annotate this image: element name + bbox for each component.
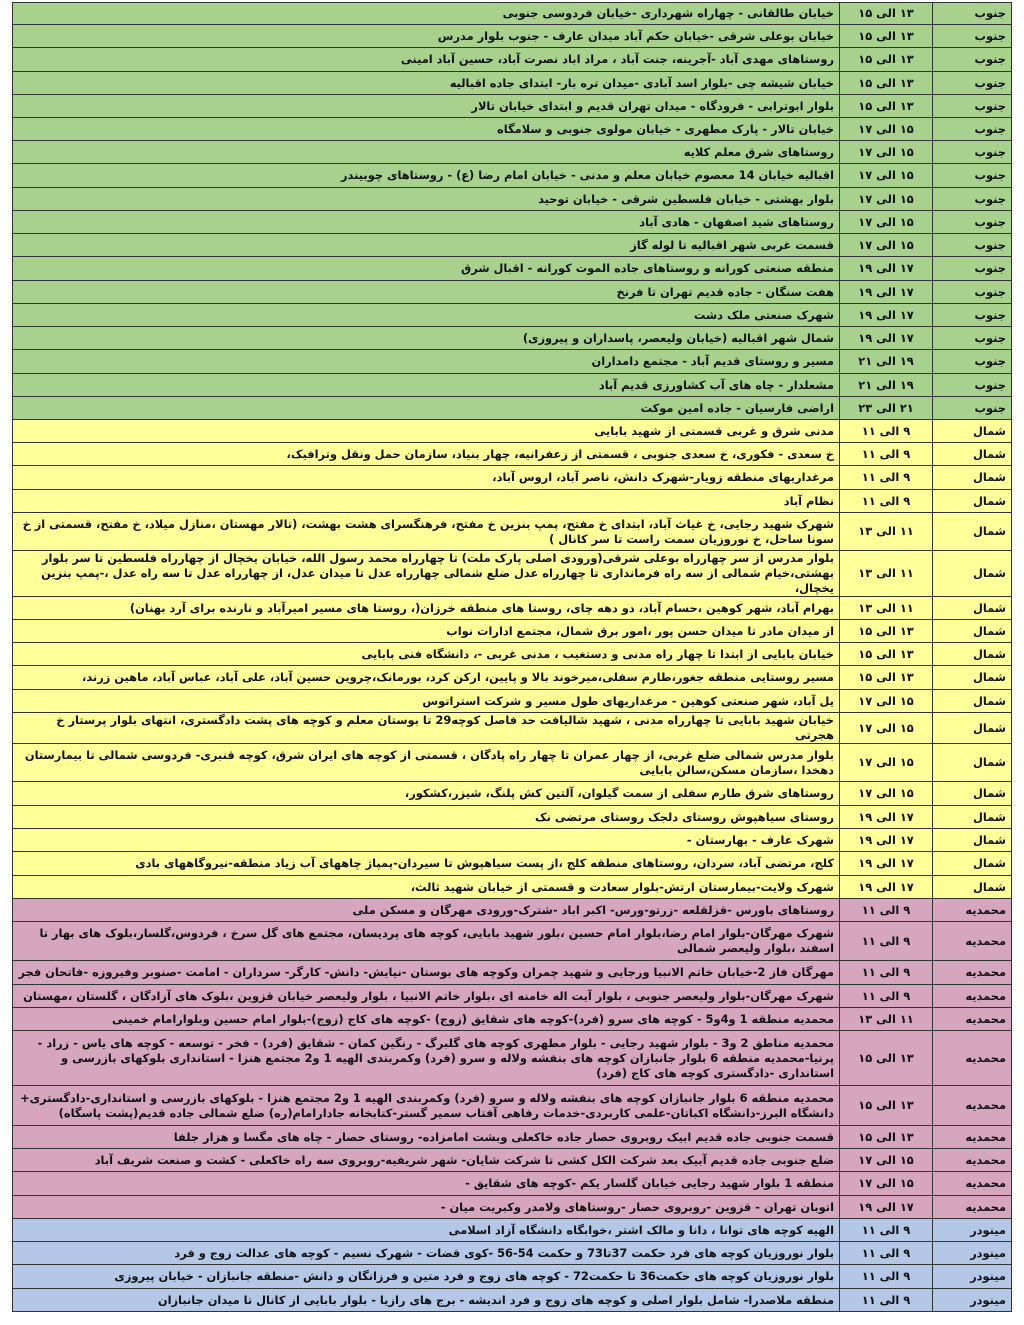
table-row — [13, 1149, 1012, 1172]
table-row — [13, 513, 1012, 551]
time-cell: ۹ الی ۱۱ — [840, 961, 933, 985]
table-row — [13, 551, 1012, 597]
area-cell: خیابان شهید بابایی تا چهارراه مدنی ، شهید شالیافت حد فاصل کوچه29 تا بوستان معلم و کوچه های پشت دادگستری، انتهای بلوار پرستار خ هجرتی — [13, 713, 840, 744]
area-cell: قسمت جنوبی جاده قدیم ابیک روبروی حصار جاده خاکعلی وبشت امامزاده- روستای حصار - چاه های مگسا و هزار جلفا — [13, 1126, 840, 1149]
table-row — [13, 490, 1012, 513]
time-cell: ۹ الی ۱۱ — [840, 1289, 933, 1312]
region-cell: محمدیه — [933, 1031, 1012, 1086]
area-cell: روستاهای باورس -قزلقلعه -زرتو-ورس- اکبر اباد -شترک-ورودی مهرگان و مسکن ملی — [13, 899, 840, 922]
table-row — [13, 3, 1012, 25]
time-cell: ۹ الی ۱۱ — [840, 899, 933, 922]
region-cell: جنوب — [933, 304, 1012, 327]
time-cell: ۱۱ الی ۱۳ — [840, 513, 933, 551]
table-row — [13, 690, 1012, 713]
region-cell: جنوب — [933, 118, 1012, 141]
region-cell: جنوب — [933, 397, 1012, 420]
region-cell: شمال — [933, 620, 1012, 643]
area-cell: منطقه صنعتی کورانه و روستاهای جاده الموت کورانه - اقبال شرق — [13, 257, 840, 281]
table-row — [13, 1008, 1012, 1031]
area-cell: ضلع جنوبی جاده قدیم آبیک بعد شرکت الکل کشی تا شرکت شایان- شهر شریفیه-روبروی سه راه خاکعلی - کشت و صنعت شریف آباد — [13, 1149, 840, 1172]
region-cell: محمدیه — [933, 961, 1012, 985]
time-cell: ۱۵ الی ۱۷ — [840, 188, 933, 211]
region-cell: جنوب — [933, 48, 1012, 72]
time-cell: ۹ الی ۱۱ — [840, 1242, 933, 1265]
area-cell: نظام آباد — [13, 490, 840, 513]
table-row — [13, 1219, 1012, 1242]
area-cell: روستای سیاهپوش روستای دلجک روستای مرتضی نک — [13, 806, 840, 829]
table-row — [13, 164, 1012, 188]
area-cell: بلوار بهشتی - خیابان فلسطین شرقی - خیابان توحید — [13, 188, 840, 211]
region-cell: شمال — [933, 829, 1012, 852]
region-cell: شمال — [933, 513, 1012, 551]
time-cell: ۱۳ الی ۱۵ — [840, 72, 933, 95]
table-row — [13, 961, 1012, 985]
area-cell: مشعلدار - چاه های آب کشاورزی قدیم آباد — [13, 374, 840, 397]
area-cell: خیابان طالقانی - چهاراه شهرداری -خیابان فردوسی جنوبی — [13, 3, 840, 25]
area-cell: خیابان تالار - پارک مطهری - خیابان مولوی جنوبی و سلامگاه — [13, 118, 840, 141]
time-cell: ۱۵ الی ۱۷ — [840, 211, 933, 234]
table-row — [13, 852, 1012, 876]
area-cell: یل آباد، شهر صنعتی کوهین - مرغداریهای طول مسیر و شرکت استراتوس — [13, 690, 840, 713]
table-row — [13, 876, 1012, 899]
time-cell: ۱۷ الی ۱۹ — [840, 1196, 933, 1219]
region-cell: جنوب — [933, 188, 1012, 211]
table-row — [13, 1242, 1012, 1265]
table-row — [13, 1031, 1012, 1086]
schedule-table — [12, 2, 1012, 1312]
area-cell: الهیه کوچه های توانا ، دانا و مالک اشتر ،خوابگاه دانشگاه آزاد اسلامی — [13, 1219, 840, 1242]
area-cell: هفت سنگان - جاده قدیم تهران تا فرنخ — [13, 281, 840, 304]
region-cell: شمال — [933, 466, 1012, 490]
time-cell: ۱۱ الی ۱۳ — [840, 1008, 933, 1031]
schedule-body — [13, 3, 1012, 1312]
table-row — [13, 95, 1012, 118]
table-row — [13, 744, 1012, 782]
area-cell: منطقه 1 بلوار شهید رجایی خیابان گلسار یکم -کوچه های شقایق - — [13, 1172, 840, 1196]
area-cell: از میدان مادر تا میدان حسن پور ،امور برق شمال، مجتمع ادارات نواب — [13, 620, 840, 643]
time-cell: ۱۳ الی ۱۵ — [840, 1086, 933, 1126]
region-cell: شمال — [933, 551, 1012, 597]
time-cell: ۹ الی ۱۱ — [840, 420, 933, 443]
area-cell: شهرک ولایت-بیمارستان ارتش-بلوار سعادت و قسمتی از خیابان شهید ثالث، — [13, 876, 840, 899]
area-cell: قسمت غربی شهر اقبالیه تا لوله گاز — [13, 234, 840, 257]
table-row — [13, 420, 1012, 443]
table-row — [13, 1172, 1012, 1196]
region-cell: جنوب — [933, 72, 1012, 95]
region-cell: جنوب — [933, 141, 1012, 164]
area-cell: مدنی شرق و غربی قسمتی از شهید بابایی — [13, 420, 840, 443]
table-row — [13, 257, 1012, 281]
time-cell: ۱۷ الی ۱۹ — [840, 806, 933, 829]
table-row — [13, 620, 1012, 643]
area-cell: کلج، مرتضی آباد، سردان، روستاهای منطقه کلج ،از پست سیاهپوش تا سیردان-پمپاژ چاههای آب زیاد منطقه-نیروگاههای بادی — [13, 852, 840, 876]
table-row — [13, 443, 1012, 466]
region-cell: جنوب — [933, 281, 1012, 304]
region-cell: جنوب — [933, 3, 1012, 25]
region-cell: شمال — [933, 420, 1012, 443]
region-cell: شمال — [933, 643, 1012, 666]
area-cell: محمدیه منطقه 6 بلوار جانبازان کوچه های بنفشه ولاله و سرو (فرد) وکمربندی الهیه 1 و2 مجتمع هنزا - بلوکهای بازرسی و استانداری-دادگستری+ دانشگاه البرز-دانشگاه اکباتان-علمی کاربردی-خدمات رفاهی آفتاب سمیر گستر-کتابخانه جادارامام(ره) ضلع شمالی جاده قدیم(پشت پاسگاه) — [13, 1086, 840, 1126]
region-cell: محمدیه — [933, 1149, 1012, 1172]
area-cell: خیابان بابایی از ابتدا تا چهار راه مدنی و دستغیب ، مدنی غربی -، دانشگاه فنی بابایی — [13, 643, 840, 666]
time-cell: ۱۷ الی ۱۹ — [840, 257, 933, 281]
area-cell: اتوبان تهران - قزوین -روبروی حصار -روستاهای ولامدر وکبریت میان - — [13, 1196, 840, 1219]
time-cell: ۱۳ الی ۱۵ — [840, 3, 933, 25]
table-row — [13, 899, 1012, 922]
table-row — [13, 118, 1012, 141]
time-cell: ۱۳ الی ۱۵ — [840, 48, 933, 72]
region-cell: جنوب — [933, 257, 1012, 281]
time-cell: ۱۵ الی ۱۷ — [840, 690, 933, 713]
area-cell: مسیر روستایی منطقه جغور،طارم سفلی،میرخوند بالا و پایین، ارکن کرد، بورمانک،چروین حسین آباد، علی آباد، عباس آباد، ماهین زرند، — [13, 666, 840, 690]
table-row — [13, 350, 1012, 374]
region-cell: شمال — [933, 666, 1012, 690]
table-row — [13, 141, 1012, 164]
region-cell: محمدیه — [933, 1196, 1012, 1219]
time-cell: ۱۷ الی ۱۹ — [840, 876, 933, 899]
region-cell: جنوب — [933, 164, 1012, 188]
table-row — [13, 597, 1012, 620]
area-cell: روستاهای شرق معلم کلایه — [13, 141, 840, 164]
area-cell: مسیر و روستای قدیم آباد - مجتمع دامداران — [13, 350, 840, 374]
time-cell: ۱۵ الی ۱۷ — [840, 744, 933, 782]
time-cell: ۱۵ الی ۱۷ — [840, 1172, 933, 1196]
region-cell: شمال — [933, 597, 1012, 620]
table-row — [13, 829, 1012, 852]
table-row — [13, 48, 1012, 72]
area-cell: بلوار نوروزیان کوچه های فرد حکمت 37تا73 و حکمت 54-56 -کوی قضات - شهرک نسیم - کوچه های عدالت زوج و فرد — [13, 1242, 840, 1265]
area-cell: شهرک عارف - بهارستان - — [13, 829, 840, 852]
area-cell: شهرک شهید رجایی، خ غیاث آباد، ابتدای خ مفتح، پمپ بنزین خ مفتح، فرهنگسرای هشت بهشت، (تالار مهستان ،منازل میلاد، خ مفتح، قسمتی از خ سونا ساحل، خ نوروزیان سمت راست تا سر کانال ) — [13, 513, 840, 551]
time-cell: ۱۹ الی ۲۱ — [840, 374, 933, 397]
region-cell: جنوب — [933, 25, 1012, 48]
region-cell: جنوب — [933, 327, 1012, 350]
time-cell: ۱۵ الی ۱۷ — [840, 164, 933, 188]
table-row — [13, 304, 1012, 327]
area-cell: خ سعدی - فکوری، خ سعدی جنوبی ، قسمتی از زعفرانیه، چهار بنیاد، سازمان حمل ونقل وترافیک، — [13, 443, 840, 466]
region-cell: شمال — [933, 690, 1012, 713]
time-cell: ۱۷ الی ۱۹ — [840, 829, 933, 852]
time-cell: ۱۵ الی ۱۷ — [840, 713, 933, 744]
table-row — [13, 643, 1012, 666]
region-cell: جنوب — [933, 234, 1012, 257]
time-cell: ۱۳ الی ۱۵ — [840, 1126, 933, 1149]
area-cell: شهرک مهرگان-بلوار ولیعصر جنوبی ، بلوار آیت اله خامنه ای ،بلوار خاتم الانبیا ، بلوار ولیعصر خیابان قزوین ،بلوک های آزادگان ، گلستان ،مهستان — [13, 985, 840, 1008]
time-cell: ۱۳ الی ۱۵ — [840, 95, 933, 118]
region-cell: محمدیه — [933, 1086, 1012, 1126]
area-cell: اقبالیه خیابان 14 معصوم خیابان معلم و مدنی - خیابان امام رضا (ع) - روستاهای چوبیندر — [13, 164, 840, 188]
table-row — [13, 466, 1012, 490]
area-cell: مهرگان فاز 2-خیابان خاتم الانبیا ورجایی و شهید چمران وکوچه های بوستان -نیایش- دانش- کارگر- سرداران - امامت -صنوبر وفیروزه -فاتحان فجر — [13, 961, 840, 985]
area-cell: بلوار مدرس شمالی ضلع غربی، از چهار عمران تا چهار راه پادگان ، قسمتی از کوچه های ایران شرق، کوچه قنبری- فردوسی شمالی تا بیمارستان دهخدا ،سازمان مسکن،سالن بابایی — [13, 744, 840, 782]
table-row — [13, 397, 1012, 420]
region-cell: جنوب — [933, 374, 1012, 397]
table-row — [13, 211, 1012, 234]
region-cell: محمدیه — [933, 922, 1012, 961]
region-cell: شمال — [933, 490, 1012, 513]
table-row — [13, 188, 1012, 211]
time-cell: ۲۱ الی ۲۳ — [840, 397, 933, 420]
time-cell: ۱۷ الی ۱۹ — [840, 281, 933, 304]
table-row — [13, 72, 1012, 95]
time-cell: ۹ الی ۱۱ — [840, 922, 933, 961]
area-cell: منطقه ملاصدرا- شامل بلوار اصلی و کوچه های زوج و فرد اندیشه - برج های رازیا - بلوار بابایی از کانال تا میدان جانبازان — [13, 1289, 840, 1312]
table-row — [13, 281, 1012, 304]
region-cell: مینودر — [933, 1219, 1012, 1242]
time-cell: ۱۵ الی ۱۷ — [840, 234, 933, 257]
region-cell: محمدیه — [933, 1126, 1012, 1149]
area-cell: روستاهای مهدی آباد -آجرینه، جنت آباد ، مراد اباد نصرت آباد، حسین آباد امینی — [13, 48, 840, 72]
region-cell: شمال — [933, 443, 1012, 466]
region-cell: مینودر — [933, 1265, 1012, 1289]
table-row — [13, 922, 1012, 961]
time-cell: ۹ الی ۱۱ — [840, 490, 933, 513]
table-row — [13, 1289, 1012, 1312]
time-cell: ۹ الی ۱۱ — [840, 985, 933, 1008]
table-row — [13, 25, 1012, 48]
time-cell: ۹ الی ۱۱ — [840, 443, 933, 466]
time-cell: ۱۵ الی ۱۷ — [840, 141, 933, 164]
time-cell: ۹ الی ۱۱ — [840, 1219, 933, 1242]
time-cell: ۱۷ الی ۱۹ — [840, 327, 933, 350]
time-cell: ۱۷ الی ۱۹ — [840, 304, 933, 327]
region-cell: محمدیه — [933, 899, 1012, 922]
region-cell: شمال — [933, 876, 1012, 899]
area-cell: بهرام آباد، شهر کوهین ،حسام آباد، دو دهه چای، روستا های منطقه خرزان(، روستا های مسیر امیرآباد و نارنده برای آرد بهنان) — [13, 597, 840, 620]
area-cell: بلوار ابوترابی - فرودگاه - میدان تهران قدیم و ابتدای خیابان تالار — [13, 95, 840, 118]
time-cell: ۱۳ الی ۱۵ — [840, 643, 933, 666]
table-row — [13, 1086, 1012, 1126]
area-cell: بلوار مدرس از سر چهارراه بوعلی شرقی(ورودی اصلی پارک ملت) تا چهارراه محمد رسول الله، خیابان یخچال از چهارراه فلسطین تا سر بلوار بهشتی،خیام شمالی از سه راه فرمانداری تا چهارراه عدل ضلع شمالی چهارراه عدل تا میدان عدل، از چهارراه عدل تا سه راه عدل ،-پمپ بنزین یخچال، — [13, 551, 840, 597]
area-cell: بلوار نوروزیان کوچه های حکمت36 تا حکمت72 - کوچه های زوج و فرد متین و فرزانگان و دانش -منطقه جانبازان - خیابان پیروزی — [13, 1265, 840, 1289]
area-cell: خیابان بوعلی شرقی -خیابان حکم آباد میدان عارف - جنوب بلوار مدرس — [13, 25, 840, 48]
time-cell: ۱۳ الی ۱۵ — [840, 666, 933, 690]
area-cell: محمدیه مناطق 2 و3 - بلوار شهید رجایی - بلوار مطهری کوچه های گلبرگ - رنگین کمان - شقایق (فرد) - فخر - توسعه - کوچه های یاس - زراد - پرنیا-محمدیه منطقه 6 بلوار جانبازان کوچه های بنفشه ولاله و سرو (فرد) وکمربندی الهیه 1 و2 مجتمع هنزا - استانداری بلوکهای بازرسی و استانداری -دادگستری کوچه های کاج (فرد) — [13, 1031, 840, 1086]
area-cell: روستاهای شرق طارم سفلی از سمت گیلوان، آلتین کش پلنگ، شیزر،کشکور، — [13, 782, 840, 806]
outage-schedule — [12, 2, 1012, 1312]
region-cell: محمدیه — [933, 1172, 1012, 1196]
table-row — [13, 782, 1012, 806]
time-cell: ۱۵ الی ۱۷ — [840, 782, 933, 806]
region-cell: مینودر — [933, 1289, 1012, 1312]
area-cell: روستاهای شید اصفهان - هادی آباد — [13, 211, 840, 234]
time-cell: ۹ الی ۱۱ — [840, 466, 933, 490]
region-cell: مینودر — [933, 1242, 1012, 1265]
region-cell: محمدیه — [933, 1008, 1012, 1031]
area-cell: خیابان شیشه چی -بلوار اسد آبادی -میدان تره بار- ابتدای جاده اقبالیه — [13, 72, 840, 95]
table-row — [13, 374, 1012, 397]
region-cell: شمال — [933, 744, 1012, 782]
area-cell: شهرک صنعتی ملک دشت — [13, 304, 840, 327]
region-cell: جنوب — [933, 95, 1012, 118]
table-row — [13, 806, 1012, 829]
table-row — [13, 1265, 1012, 1289]
table-row — [13, 1196, 1012, 1219]
region-cell: شمال — [933, 713, 1012, 744]
time-cell: ۱۹ الی ۲۱ — [840, 350, 933, 374]
table-row — [13, 327, 1012, 350]
table-row — [13, 234, 1012, 257]
table-row — [13, 713, 1012, 744]
table-row — [13, 666, 1012, 690]
area-cell: مرغداریهای منطقه زویار-شهرک دانش، ناصر آباد، اروس آباد، — [13, 466, 840, 490]
time-cell: ۱۳ الی ۱۵ — [840, 620, 933, 643]
region-cell: شمال — [933, 852, 1012, 876]
time-cell: ۹ الی ۱۱ — [840, 1265, 933, 1289]
area-cell: شمال شهر اقبالیه (خیابان ولیعصر، پاسداران و پیروزی) — [13, 327, 840, 350]
region-cell: شمال — [933, 806, 1012, 829]
region-cell: جنوب — [933, 211, 1012, 234]
time-cell: ۱۵ الی ۱۷ — [840, 1149, 933, 1172]
table-row — [13, 985, 1012, 1008]
time-cell: ۱۱ الی ۱۳ — [840, 597, 933, 620]
time-cell: ۱۳ الی ۱۵ — [840, 25, 933, 48]
region-cell: جنوب — [933, 350, 1012, 374]
time-cell: ۱۱ الی ۱۳ — [840, 551, 933, 597]
time-cell: ۱۷ الی ۱۹ — [840, 852, 933, 876]
area-cell: محمدیه منطقه 1 و4و5 - کوچه های سرو (فرد)-کوچه های شقایق (زوج) -کوچه های کاج (زوج)-بلوار امام حسین وبلوارامام خمینی — [13, 1008, 840, 1031]
time-cell: ۱۳ الی ۱۵ — [840, 1031, 933, 1086]
region-cell: شمال — [933, 782, 1012, 806]
time-cell: ۱۵ الی ۱۷ — [840, 118, 933, 141]
region-cell: محمدیه — [933, 985, 1012, 1008]
area-cell: اراضی فارسیان - جاده امین موکت — [13, 397, 840, 420]
table-row — [13, 1126, 1012, 1149]
area-cell: شهرک مهرگان-بلوار امام رضا،بلوار امام حسین ،بلور شهید بابایی، کوچه های پردیسان، مجتمع های گل سرخ ، فردوس،گلسار،بلوک های بهار تا اسفند ،بلوار ولیعصر شمالی — [13, 922, 840, 961]
